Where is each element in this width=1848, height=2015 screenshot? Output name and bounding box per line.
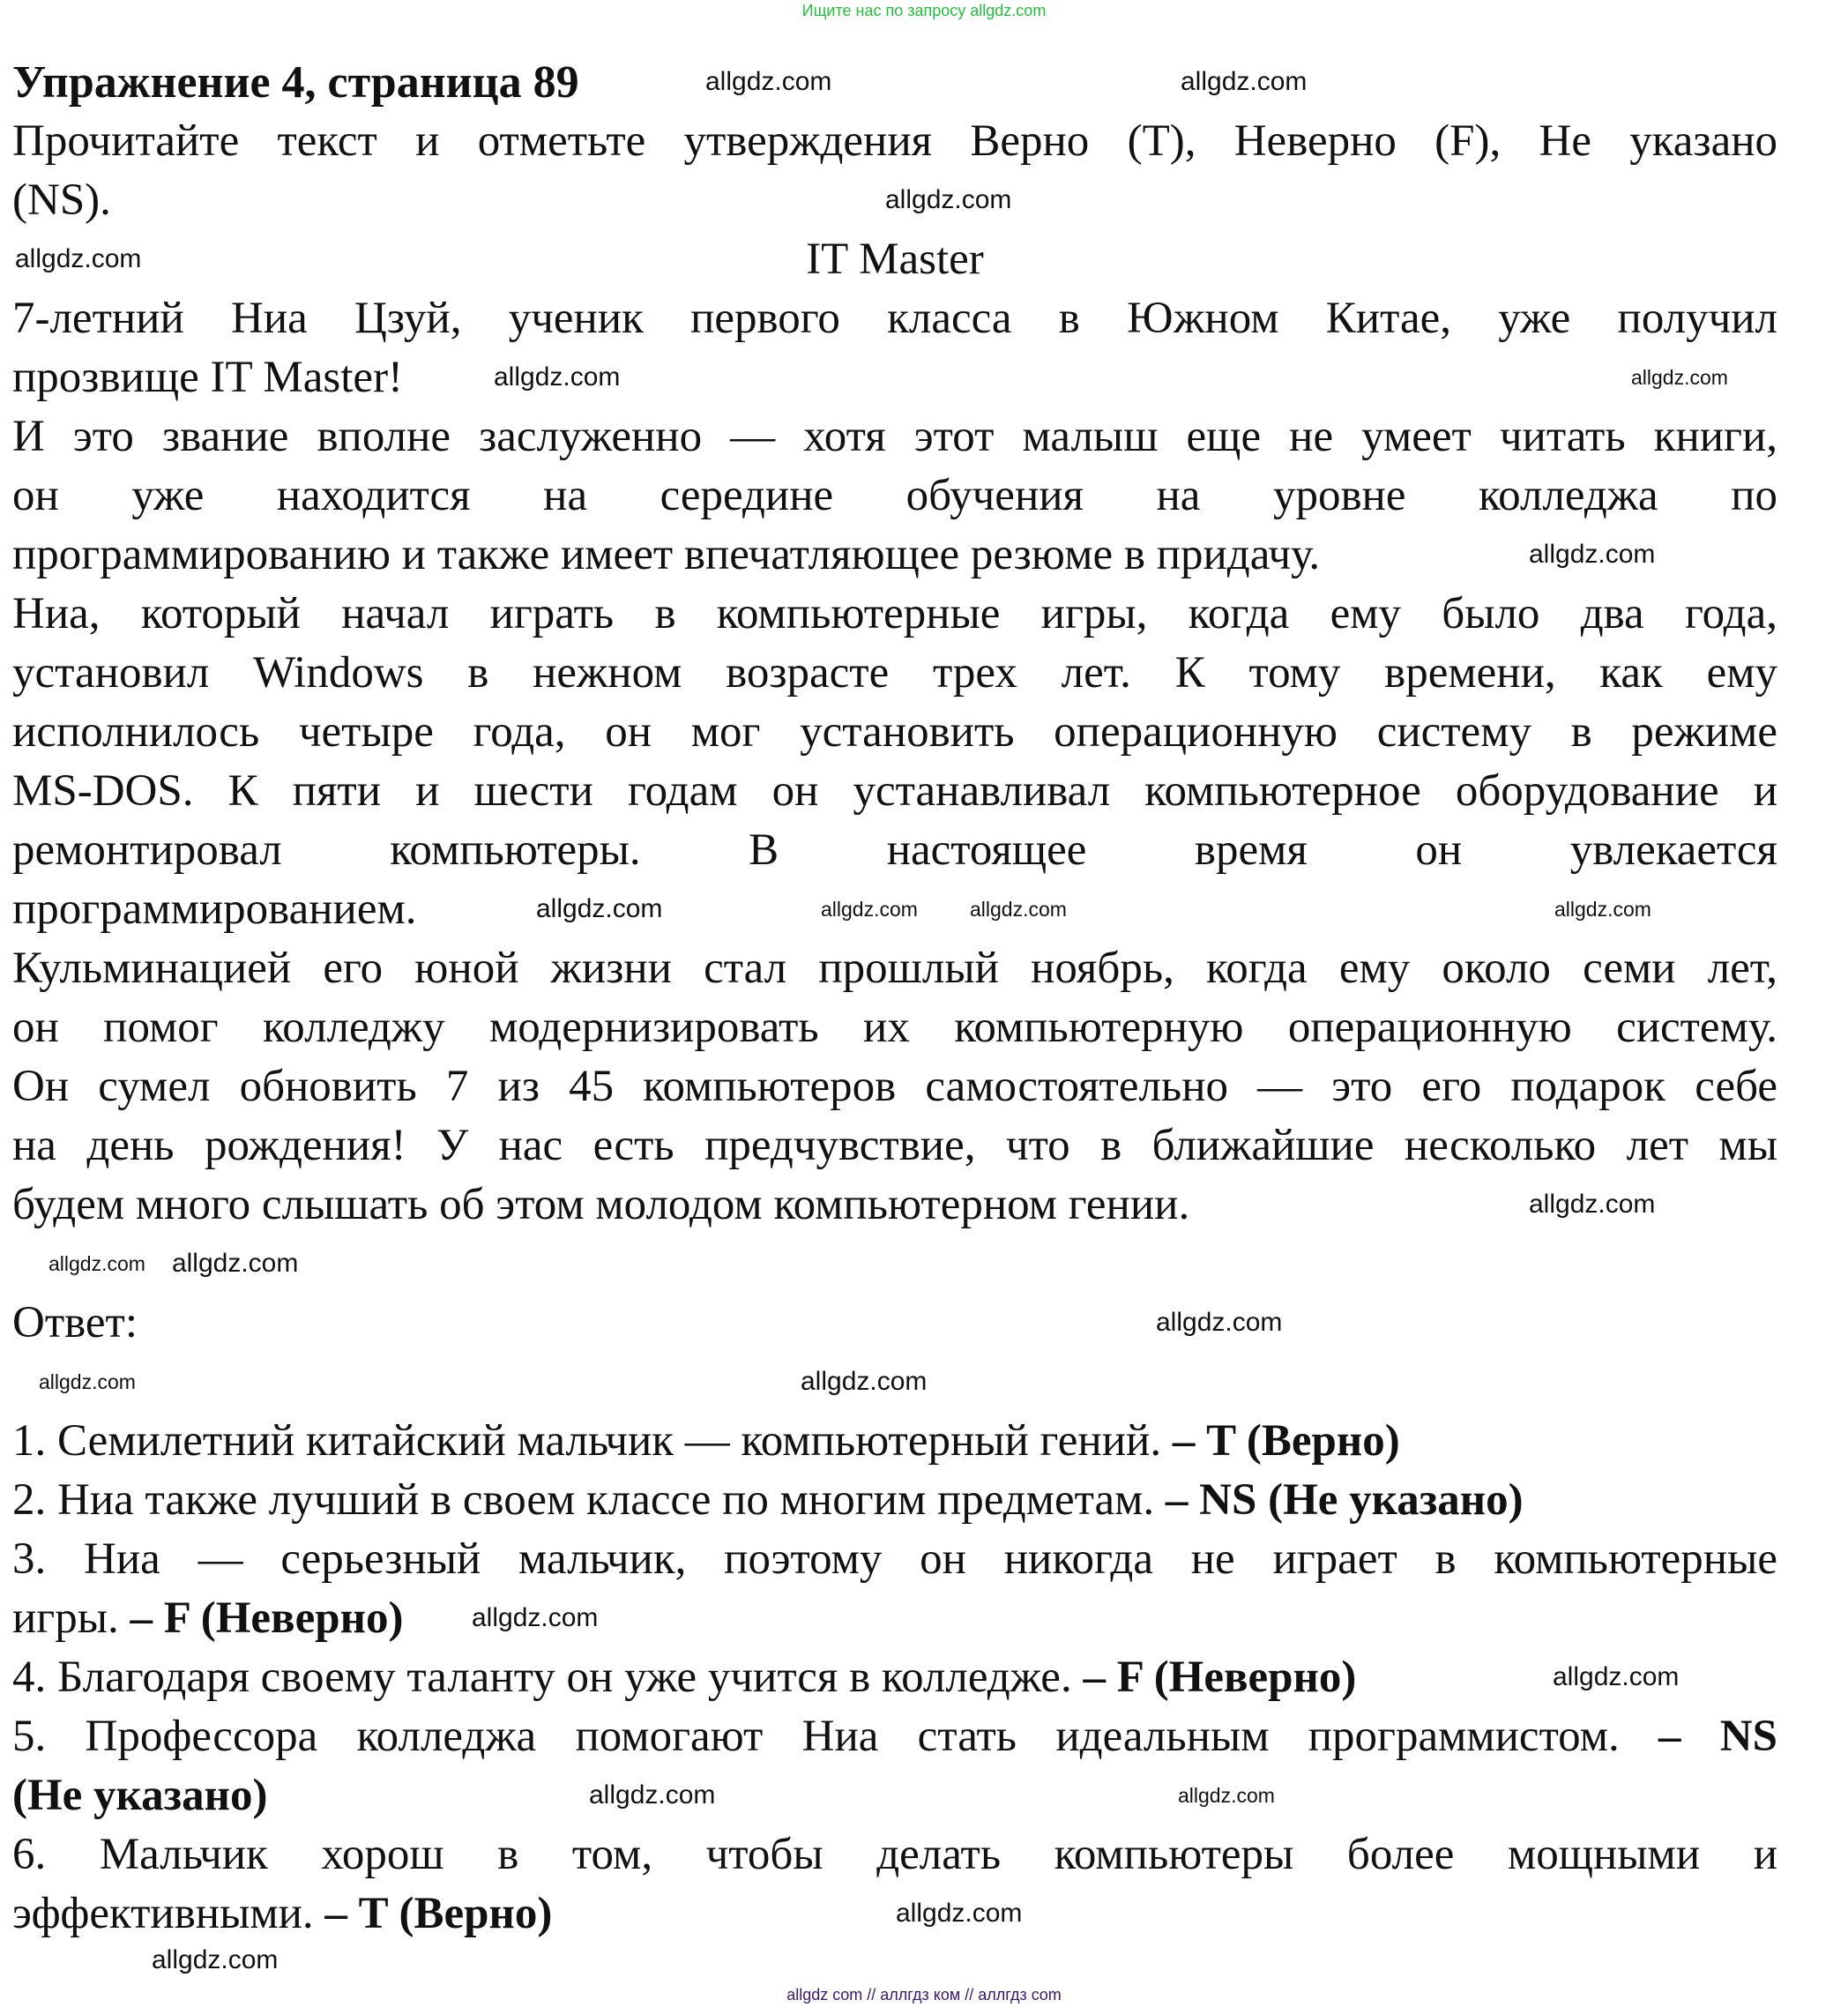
line-text: MS-DOS. К пяти и шести годам он устанавливал компьютерное оборудование и [12,766,1777,816]
text-line [12,407,1777,466]
text-line [12,585,1777,644]
line-text: программированием. [12,884,417,934]
watermark: allgdz.com [472,1603,599,1633]
document-body [12,53,1777,1944]
line-text: 1. Семилетний китайский мальчик — компьютерный гений. [12,1416,1173,1466]
bottom-banner: allgdz com // аллгдз ком // аллгдз com [786,1986,1062,2004]
line-text: игры. [12,1593,130,1643]
answer-line [12,1471,1777,1530]
answer-line [12,1884,1777,1944]
watermark: allgdz.com [1156,1308,1283,1338]
watermark: allgdz.com [801,1367,928,1397]
text-line [12,348,1777,407]
line-text: эффективными. [12,1889,325,1938]
line-text: 2. Ниа также лучший в своем классе по многим предметам. [12,1475,1166,1525]
text-line [12,703,1777,762]
watermark: allgdz.com [1631,366,1728,390]
line-text: (NS). [12,175,111,225]
answer-verdict: – NS (Не указано) [1165,1475,1524,1525]
watermark: allgdz.com [39,1370,136,1394]
line-text: на день рождения! У нас есть предчувствие, что в ближайшие несколько лет мы [12,1121,1777,1170]
text-line [12,112,1777,171]
text-line [12,821,1777,880]
watermark: allgdz.com [494,362,621,392]
line-text: Ответ: [12,1298,138,1347]
watermark: allgdz.com [589,1780,716,1810]
line-text: установил Windows в нежном возрасте трех лет. К тому времени, как ему [12,648,1777,698]
top-banner[interactable]: Ищите нас по запросу allgdz.com [801,2,1047,19]
text-line [12,762,1777,821]
line-text: 5. Профессора колледжа помогают Ниа стать идеальным программистом. [12,1712,1659,1761]
line-text: IT Master [806,235,984,284]
text-line [12,526,1777,585]
line-text: прозвище IT Master! [12,353,404,402]
text-line [12,1530,1777,1589]
line-text: 3. Ниа — серьезный мальчик, поэтому он никогда не играет в компьютерные [12,1534,1777,1584]
line-text: будем много слышать об этом молодом компьютерном гении. [12,1180,1190,1229]
text-line [12,1057,1777,1116]
line-text: 4. Благодаря своему таланту он уже учится в колледже. [12,1653,1084,1702]
line-text: он помог колледжу модернизировать их компьютерную операционную систему. [12,1003,1777,1052]
watermark: allgdz.com [1554,898,1651,922]
answer-verdict: – T (Верно) [324,1889,553,1938]
answer-verdict: – NS [1658,1712,1777,1761]
text-line [12,644,1777,703]
watermark: allgdz.com [821,898,918,922]
text-line [12,230,1777,289]
text-line [12,939,1777,998]
text-line [12,1825,1777,1884]
answer-verdict: – F (Неверно) [1083,1653,1357,1702]
watermark: allgdz.com [152,1945,279,1974]
answer-line [12,1589,1777,1648]
watermark: allgdz.com [705,67,832,97]
line-text: Он сумел обновить 7 из 45 компьютеров самостоятельно — это его подарок себе [12,1062,1777,1111]
text-line [12,289,1777,348]
answer-verdict: – T (Верно) [1172,1416,1400,1466]
watermark: allgdz.com [1553,1662,1680,1692]
line-text: он уже находится на середине обучения на уровне колледжа по [12,471,1777,520]
line-text: ремонтировал компьютеры. В настоящее время он увлекается [12,825,1777,875]
watermark: allgdz.com [1529,540,1656,570]
line-text: исполнилось четыре года, он мог установить операционную систему в режиме [12,707,1777,757]
line-text: Кульминацией его юной жизни стал прошлый ноябрь, когда ему около семи лет, [12,944,1777,993]
line-text: 7-летний Ниа Цзуй, ученик первого класса в Южном Китае, уже получил [12,294,1777,343]
text-line [12,466,1777,526]
line-text: И это звание вполне заслуженно — хотя этот малыш еще не умеет читать книги, [12,412,1777,461]
line-text: Ниа, который начал играть в компьютерные игры, когда ему было два года, [12,589,1777,638]
line-text: программированию и также имеет впечатляющее резюме в придачу. [12,530,1321,579]
watermark: allgdz.com [48,1252,145,1276]
answer-line [12,1707,1777,1766]
watermark: allgdz.com [171,1249,299,1279]
page-title: Упражнение 4, страница 89 [12,57,579,108]
text-line [12,1294,1777,1353]
watermark: allgdz.com [1178,1784,1275,1808]
watermark: allgdz.com [1529,1190,1656,1220]
watermark: allgdz.com [536,894,663,924]
answer-line [12,1648,1777,1707]
watermark: allgdz.com [885,185,1012,215]
watermark: allgdz.com [1181,67,1308,97]
answer-verdict: – F (Неверно) [130,1593,404,1643]
text-line [12,1116,1777,1175]
answer-line [12,1766,1777,1825]
watermark: allgdz.com [15,244,142,274]
line-text: Прочитайте текст и отметьте утверждения Верно (T), Неверно (F), Не указано [12,116,1777,166]
text-line [12,998,1777,1057]
line-text: 6. Мальчик хорош в том, чтобы делать компьютеры более мощными и [12,1830,1777,1879]
watermark: allgdz.com [896,1899,1023,1929]
answer-verdict: (Не указано) [12,1771,268,1820]
text-line [12,1175,1777,1235]
watermark: allgdz.com [970,898,1067,922]
answer-line [12,1412,1777,1471]
